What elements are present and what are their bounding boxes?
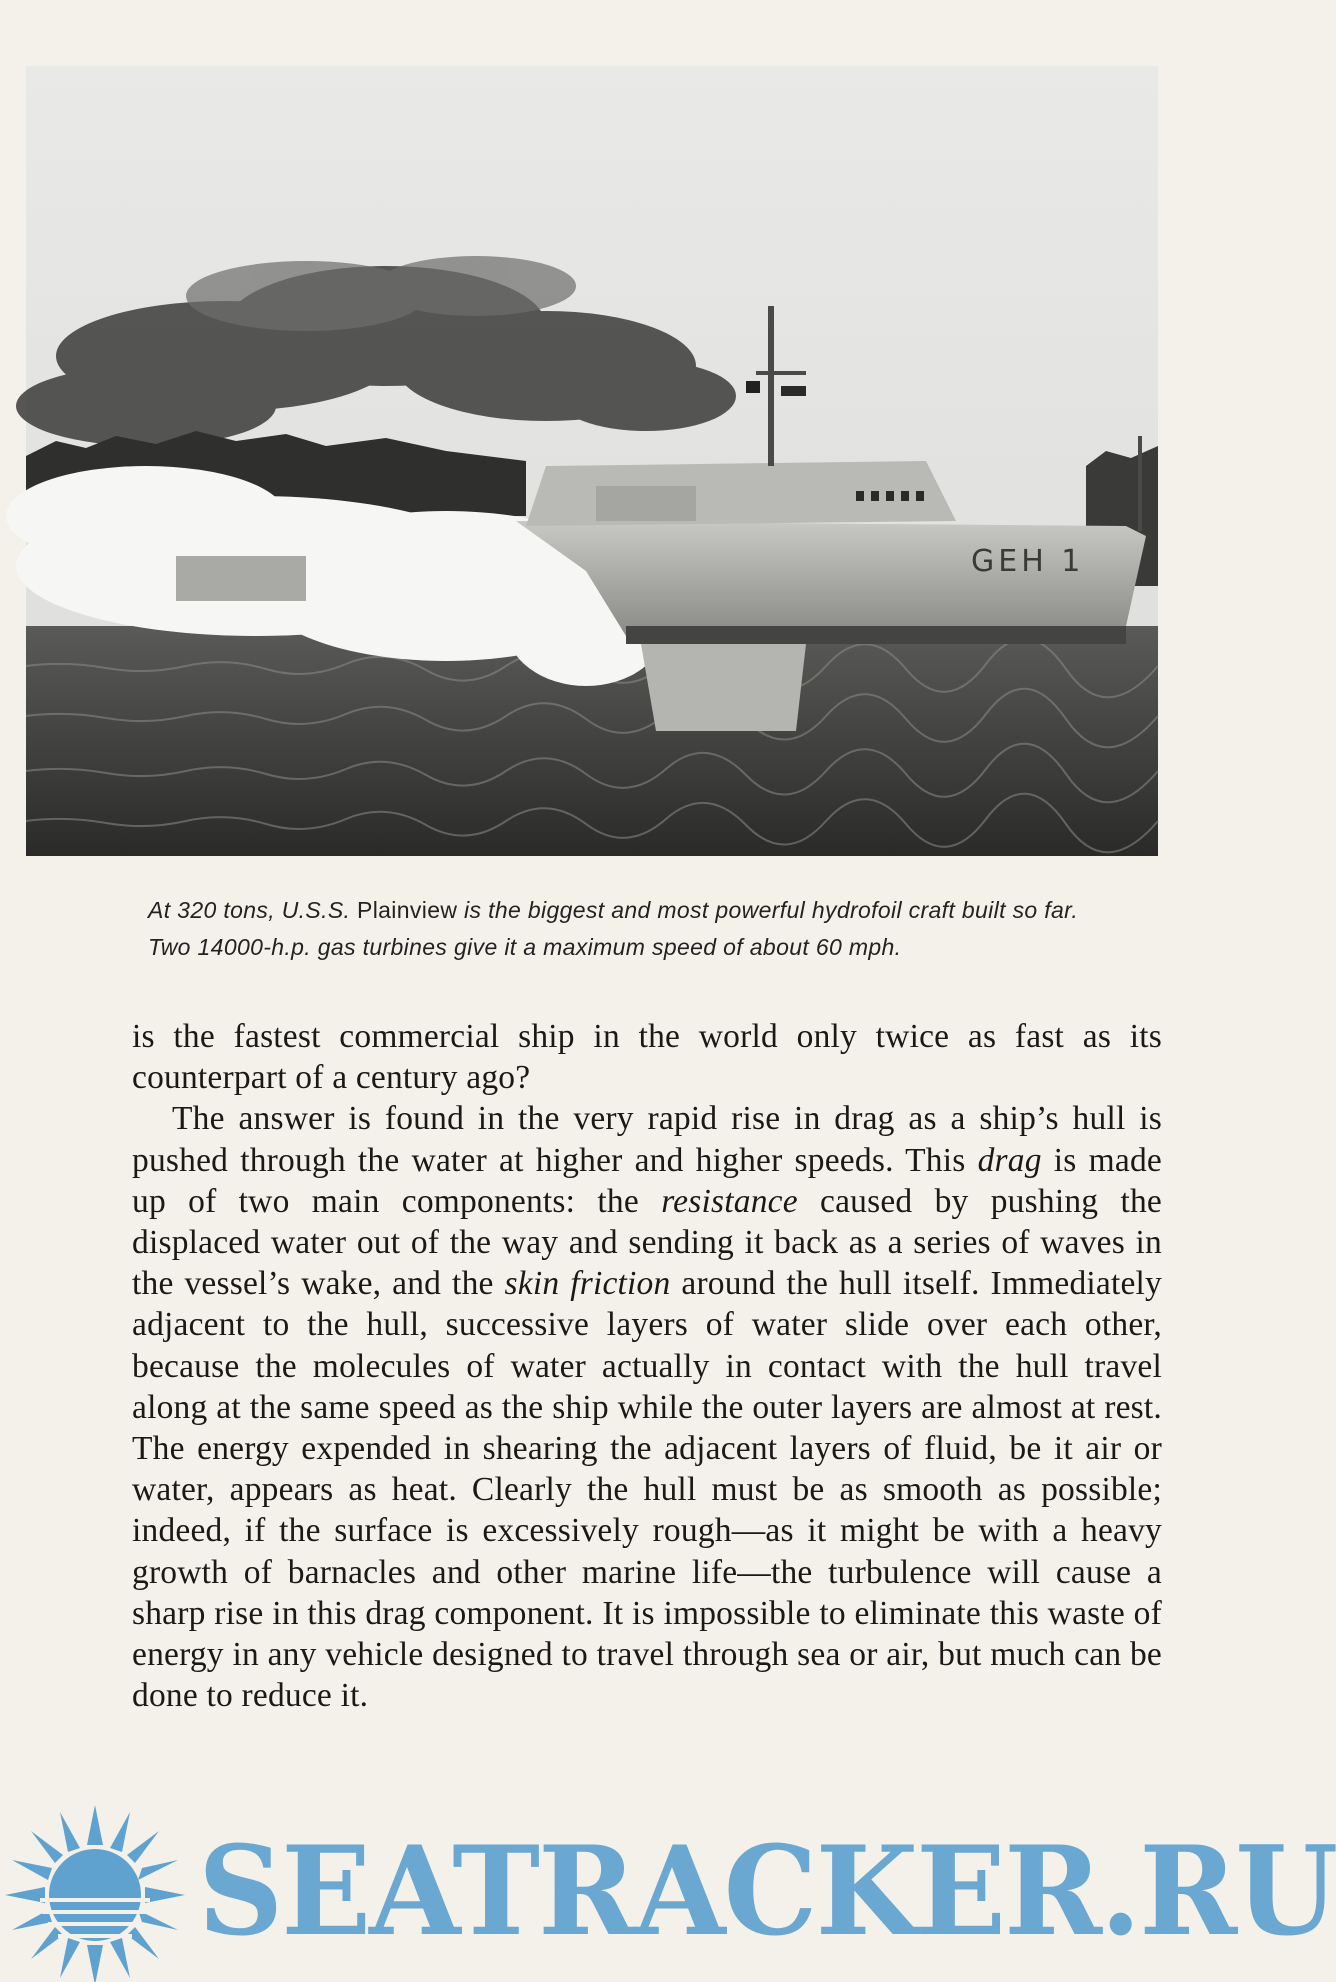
caption-ship-name: Plainview [357, 897, 458, 923]
p2-text-c: caused by pushing the displaced water out of the way and sending it back as a series of waves in the vessel’s wake, and the [132, 1182, 1162, 1303]
sun-icon [0, 1800, 200, 1982]
paragraph-2 [132, 1098, 1162, 1716]
watermark-text: SEATRACKER.RU [198, 1818, 1336, 1964]
caption-part1: At 320 tons, U.S.S. [148, 897, 357, 923]
hydrofoil-photo [26, 66, 1158, 856]
p2-text-a: The answer is found in the very rapid rise in drag as a ship’s hull is pushed through the water at higher and higher speeds. This [132, 1100, 1162, 1179]
paragraph-1: is the fastest commercial ship in the world only twice as fast as its counterpart of a century ago? [132, 1018, 1162, 1097]
term-skin-friction: skin friction [504, 1265, 671, 1303]
caption-part2: is the biggest and most powerful hydrofoil craft built so far. Two 14000-h.p. gas turbines give it a maximum speed of about 60 mph. [148, 897, 1079, 960]
term-drag: drag [977, 1141, 1042, 1179]
term-resistance: resistance [661, 1182, 798, 1220]
body-text [132, 1016, 1162, 1716]
p2-text-d: around the hull itself. Immediately adjacent to the hull, successive layers of water slide over each other, because the molecules of water actually in contact with the hull travel along at the same speed as the ship while the outer layers are almost at rest. The energy expended in shearing the adjacent layers of fluid, be it air or water, appears as heat. Clearly the hull must be as smooth as possible; indeed, if the surface is excessively rough—as it might be with a heavy growth of barnacles and other marine life—the turbulence will cause a sharp rise in this drag component. It is impossible to eliminate this waste of energy in any vehicle designed to travel through sea or air, but much can be done to reduce it. [132, 1265, 1162, 1715]
figure-caption [148, 892, 1108, 966]
p2-text-b: is made up of two main components: the [132, 1141, 1162, 1220]
hull-marking: GEH 1 [971, 544, 1085, 579]
